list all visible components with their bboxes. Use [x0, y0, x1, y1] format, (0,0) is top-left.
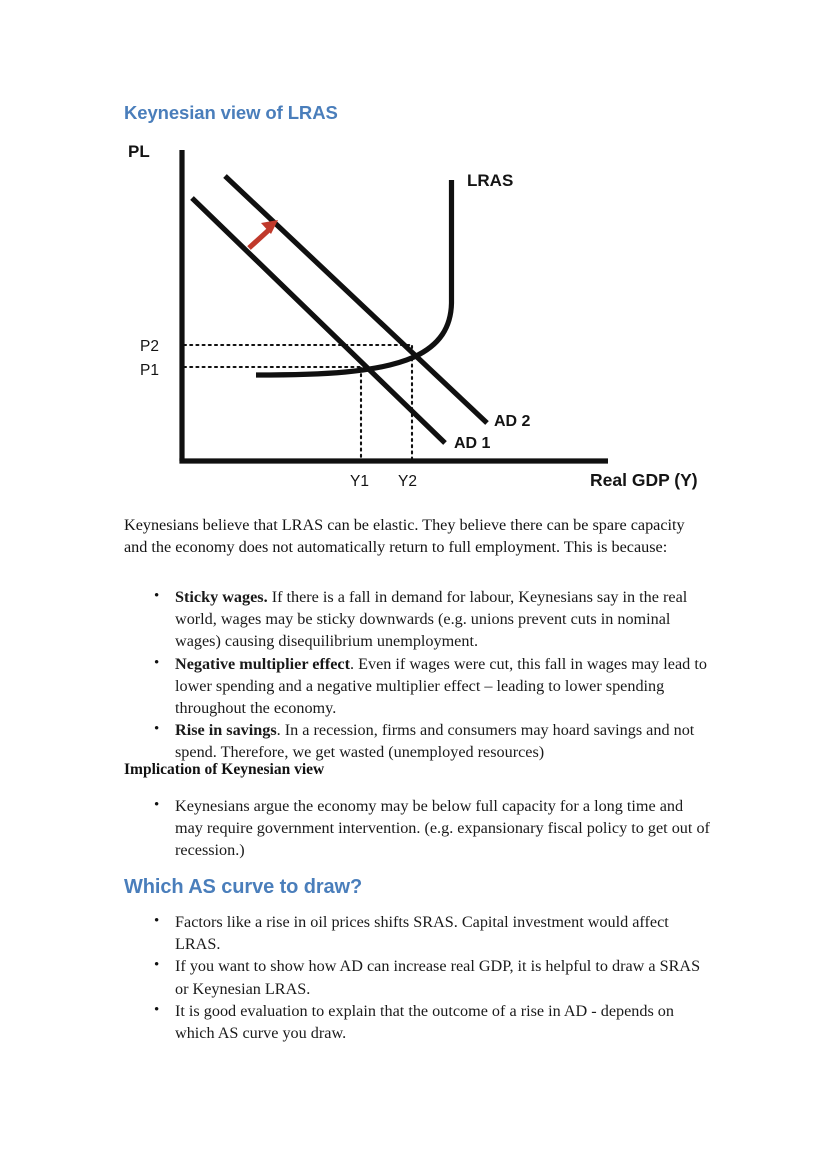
lras-ad-diagram: [110, 135, 730, 505]
which-as-bullet-list: [124, 911, 710, 1044]
list-item-text: If there is a fall in demand for labour, Keynesians say in the real world, wages may be sticky downwards (e.g. unions prevent cuts in nominal wages) causing disequilibrium unemployment.: [175, 588, 688, 651]
ad2-curve: [225, 176, 487, 423]
intro-paragraph: Keynesians believe that LRAS can be elastic. They believe there can be spare capacity and the economy does not automatically return to full employment. This is because:: [124, 516, 685, 557]
y-axis-label: PL: [128, 142, 150, 161]
list-item: [124, 1000, 710, 1044]
list-item-text: . Even if wages were cut, this fall in wages may lead to lower spending and a negative multiplier effect – leading to lower spending throughout the economy.: [175, 654, 707, 718]
list-item-lead: Sticky wages.: [175, 588, 268, 606]
x-axis-label: Real GDP (Y): [590, 470, 698, 490]
list-item-text: It is good evaluation to explain that the outcome of a rise in AD - depends on which AS curve you draw.: [175, 1001, 674, 1043]
ad-shift-arrow-icon: [249, 220, 278, 248]
list-item: [124, 795, 710, 862]
list-item: [124, 719, 710, 763]
list-item-text: If you want to show how AD can increase real GDP, it is helpful to draw a SRAS or Keynesian LRAS.: [175, 957, 701, 998]
section-heading-implication: Implication of Keynesian view: [124, 761, 325, 778]
list-item: [124, 955, 710, 999]
implication-bullet-list: [124, 795, 710, 862]
x-tick-label-y2: Y2: [398, 473, 417, 490]
ad1-curve: [192, 198, 445, 443]
list-item: [124, 653, 710, 720]
section-heading-keynesian-view: Keynesian view of LRAS: [124, 102, 338, 123]
y-tick-label-p2: P2: [140, 338, 159, 355]
series-label-ad1: AD 1: [454, 435, 491, 452]
reasons-bullet-list: [124, 586, 710, 764]
list-item-lead: Negative multiplier effect: [175, 654, 350, 673]
list-item: [124, 911, 710, 955]
series-label-ad2: AD 2: [494, 413, 531, 430]
list-item: [124, 586, 710, 653]
list-item-text: . In a recession, firms and consumers may hoard savings and not spend. Therefore, we get wasted (unemployed resources): [175, 721, 695, 762]
list-item-lead: Rise in savings: [175, 721, 277, 740]
list-item-text: Keynesians argue the economy may be below full capacity for a long time and may require government intervention. (e.g. expansionary fiscal policy to get out of recession.): [175, 797, 710, 860]
section-heading-which-as-curve: Which AS curve to draw?: [124, 876, 363, 898]
y-tick-label-p1: P1: [140, 362, 159, 379]
x-tick-label-y1: Y1: [350, 473, 369, 490]
list-item-text: Factors like a rise in oil prices shifts SRAS. Capital investment would affect LRAS.: [175, 913, 669, 954]
series-label-lras: LRAS: [467, 171, 514, 190]
